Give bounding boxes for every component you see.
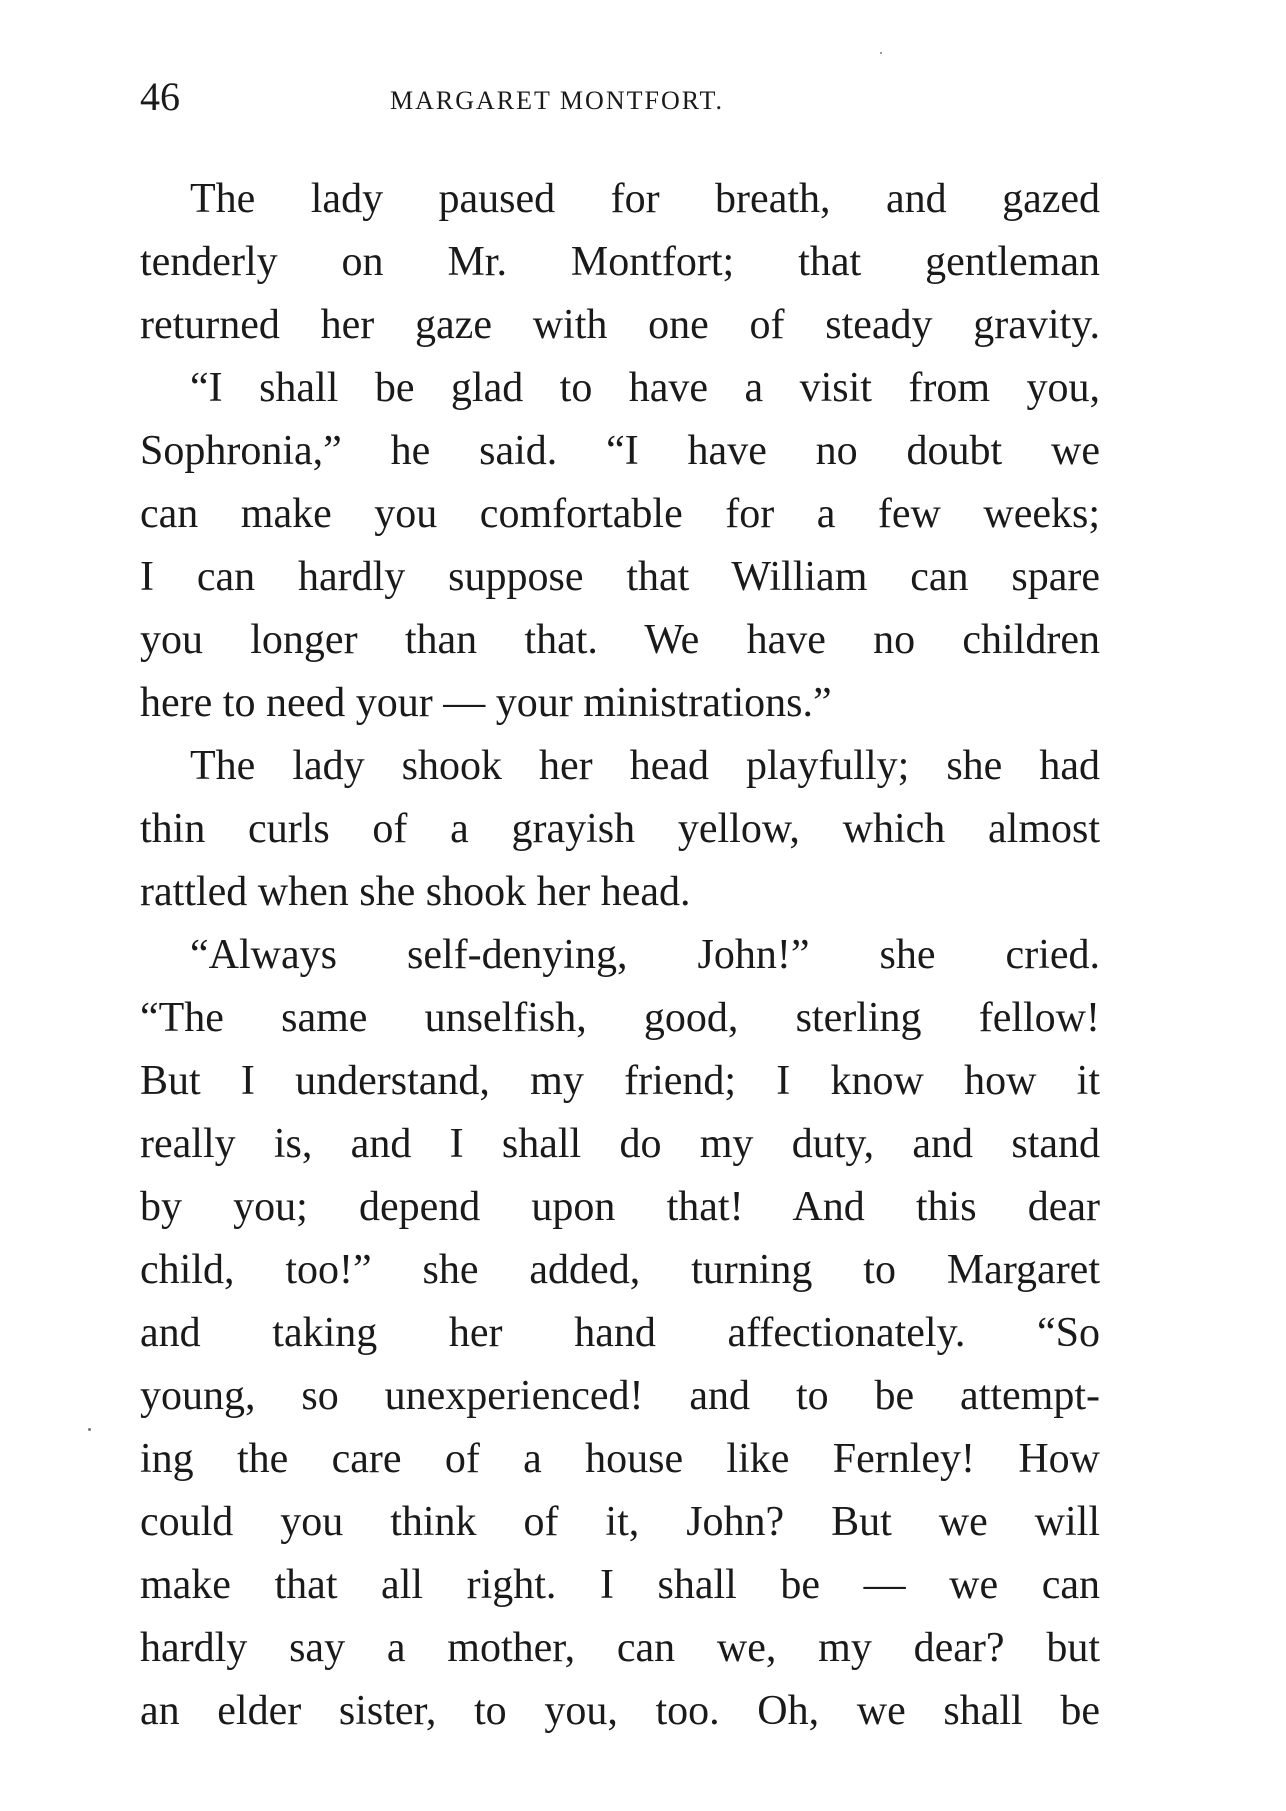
text-line: you longer than that. We have no children [140, 617, 1100, 663]
text-line: tenderly on Mr. Montfort; that gentleman [140, 239, 1100, 285]
text-line: can make you comfortable for a few weeks; [140, 491, 1100, 537]
text-line: and taking her hand affectionately. “So [140, 1310, 1100, 1356]
text-line: Sophronia,” he said. “I have no doubt we [140, 428, 1100, 474]
text-line: ing the care of a house like Fernley! How [140, 1436, 1100, 1482]
text-line: returned her gaze with one of steady gravity. [140, 302, 1100, 348]
text-line: could you think of it, John? But we will [140, 1499, 1100, 1545]
text-line: “I shall be glad to have a visit from you, [190, 365, 1100, 411]
text-line: make that all right. I shall be — we can [140, 1562, 1100, 1608]
paper-speck [880, 52, 882, 54]
running-head [140, 72, 1100, 122]
text-line: really is, and I shall do my duty, and stand [140, 1121, 1100, 1167]
body-text [140, 168, 1100, 1743]
text-line: hardly say a mother, can we, my dear? but [140, 1625, 1100, 1671]
paper-speck [88, 1428, 91, 1431]
text-line: here to need your — your ministrations.” [140, 680, 832, 726]
text-line: an elder sister, to you, too. Oh, we shall be [140, 1688, 1100, 1734]
text-line: I can hardly suppose that William can spare [140, 554, 1100, 600]
text-line: “The same unselfish, good, sterling fellow! [140, 995, 1100, 1041]
text-line: The lady paused for breath, and gazed [190, 176, 1100, 222]
text-line: by you; depend upon that! And this dear [140, 1184, 1100, 1230]
text-line: child, too!” she added, turning to Margaret [140, 1247, 1100, 1293]
text-line: But I understand, my friend; I know how it [140, 1058, 1100, 1104]
text-line: young, so unexperienced! and to be attempt- [140, 1373, 1100, 1419]
text-line: thin curls of a grayish yellow, which almost [140, 806, 1100, 852]
text-line: rattled when she shook her head. [140, 869, 691, 915]
text-line: The lady shook her head playfully; she had [190, 743, 1100, 789]
text-line: “Always self-denying, John!” she cried. [190, 932, 1100, 978]
page-number: 46 [140, 74, 180, 119]
running-title: MARGARET MONTFORT. [390, 86, 724, 115]
